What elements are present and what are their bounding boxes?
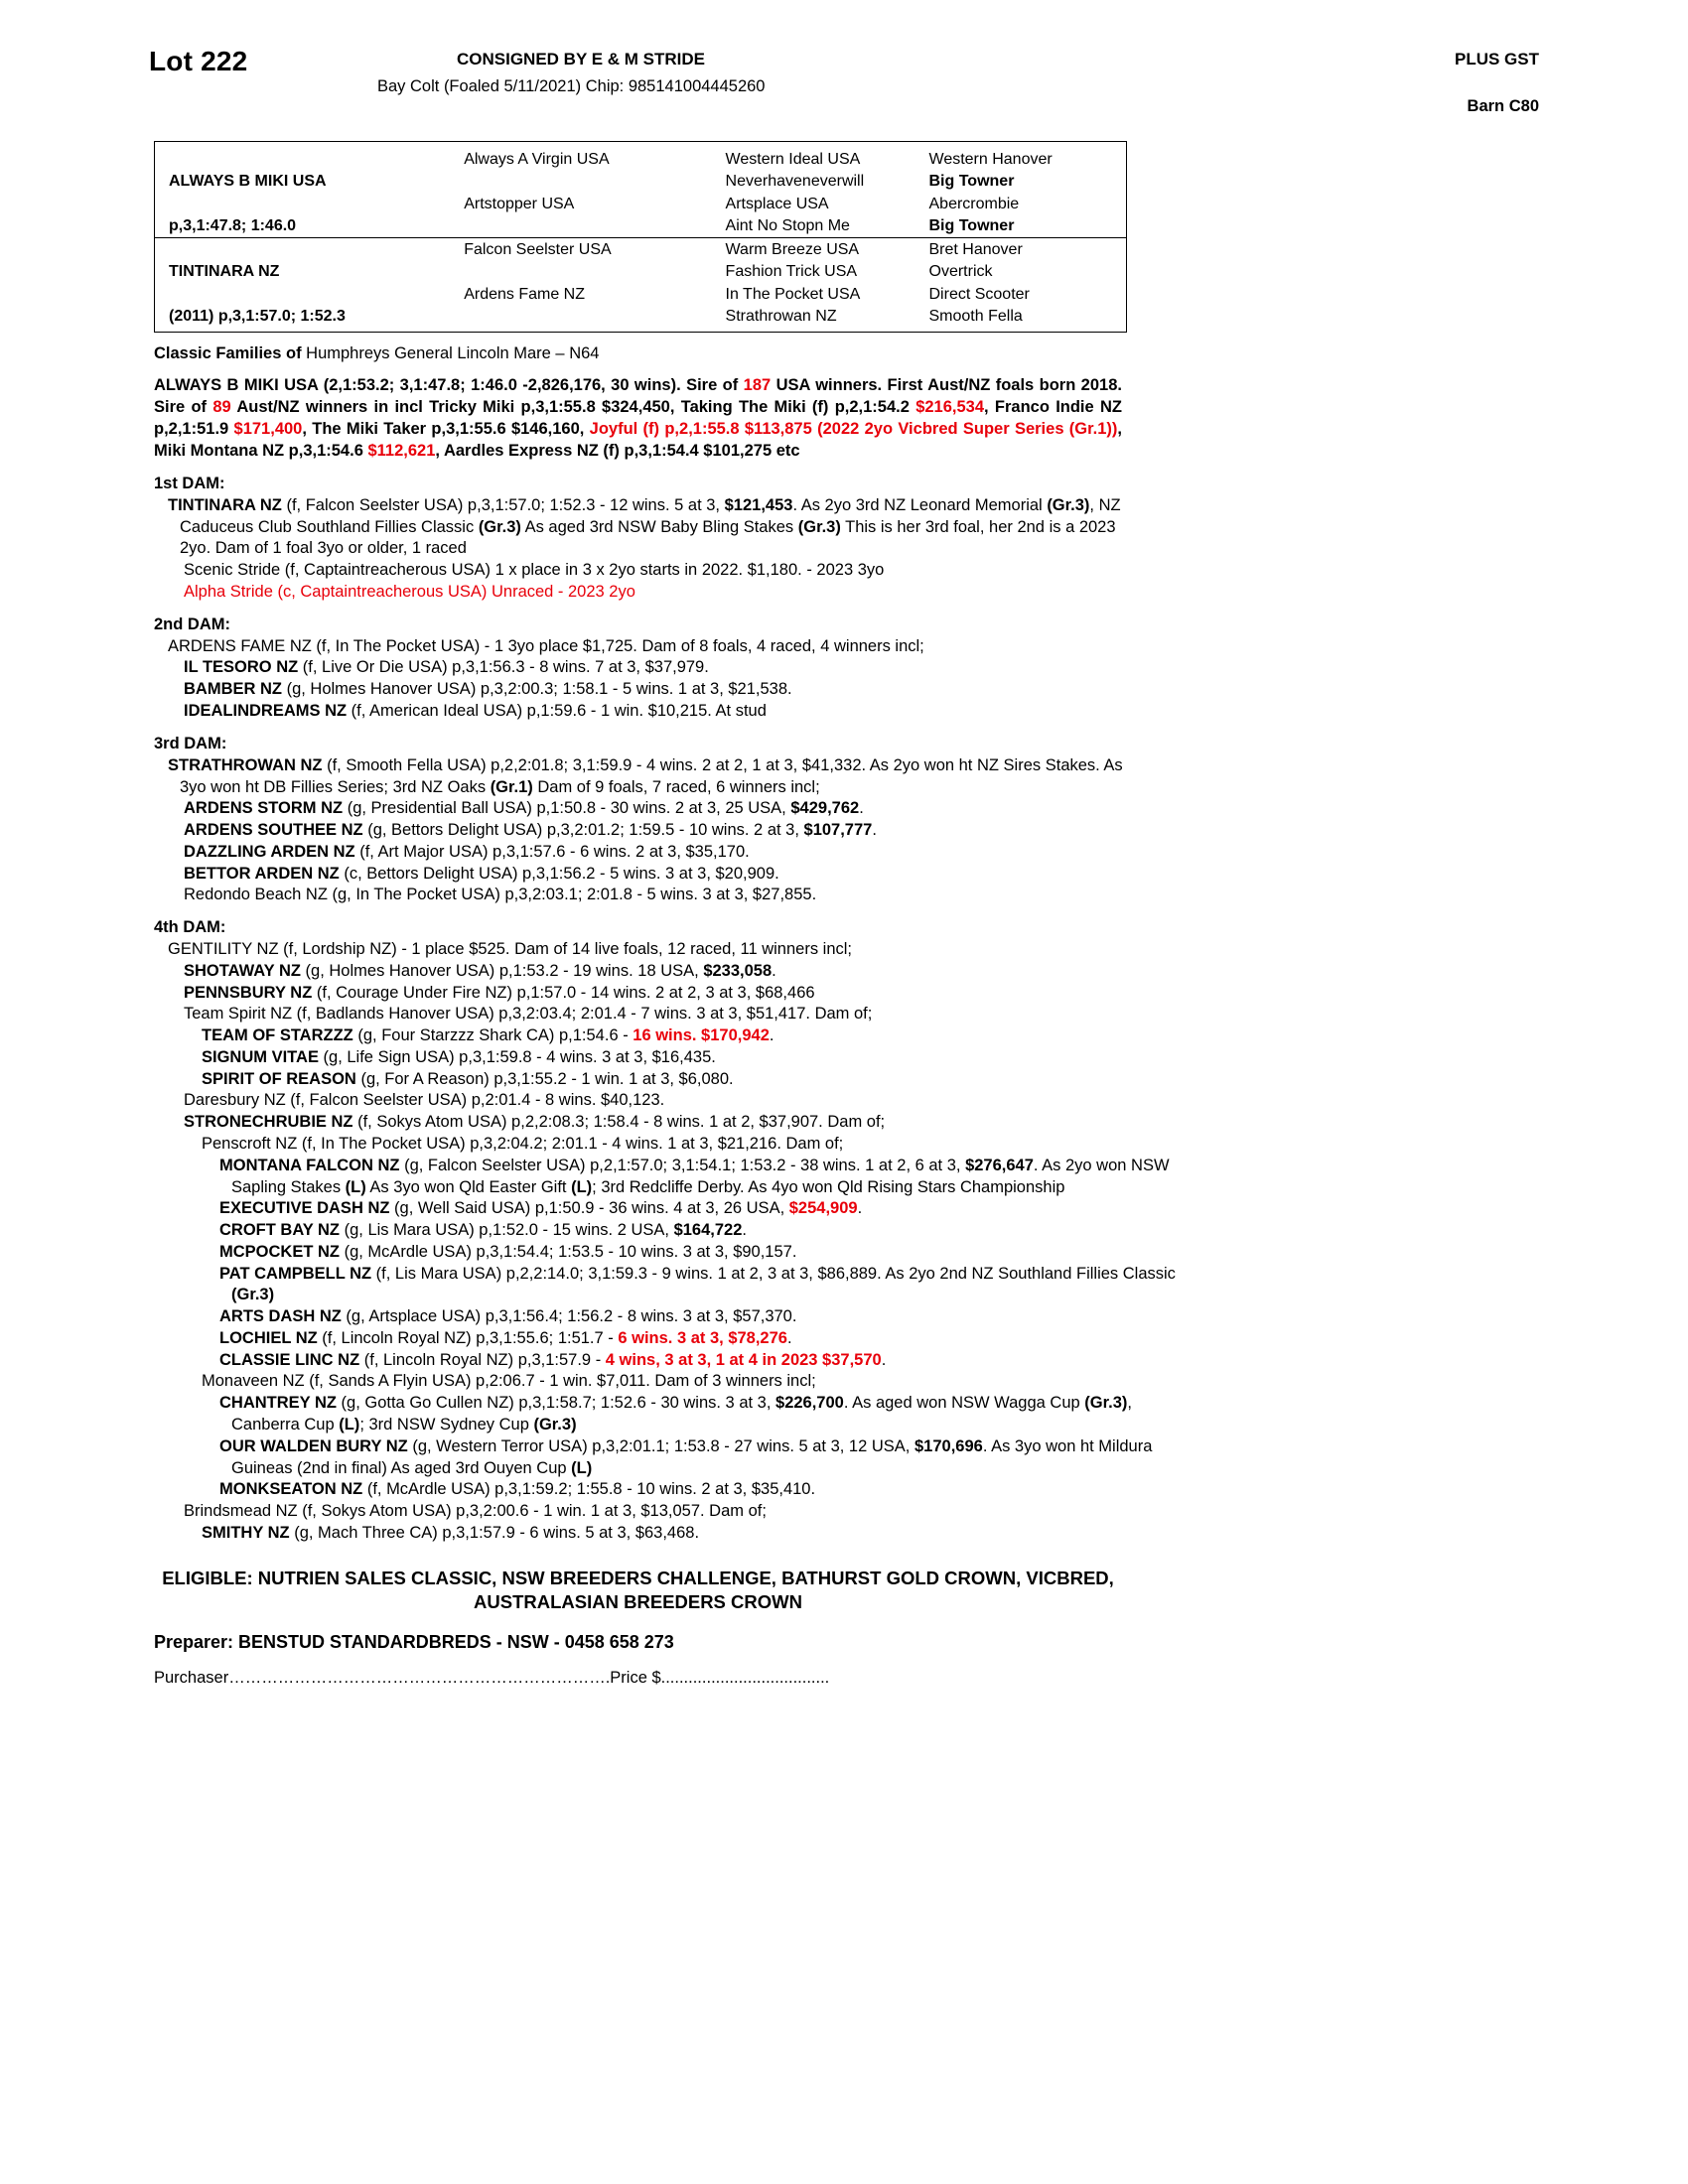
entry-text: This is her 3rd foal, her 2nd is a 2023 2yo. Dam of 1 foal 3yo or older, 1 raced — [180, 517, 1116, 558]
entry-name: $170,696 — [914, 1436, 983, 1455]
entry-highlight: Alpha Stride (c, Captaintreacherous USA) Unraced - 2023 2yo — [184, 582, 635, 601]
entry-name: (L) — [339, 1415, 360, 1433]
dam-section-heading: 3rd DAM: — [154, 734, 227, 752]
pedigree-entry — [219, 1306, 1199, 1328]
entry-text: (f, Live Or Die USA) p,3,1:56.3 - 8 wins. 7 at 3, $37,979. — [298, 658, 709, 677]
entry-text: (f, Lincoln Royal NZ) p,3,1:57.9 - — [359, 1350, 606, 1369]
sire-text: USA winners. First Aust/NZ foals born 2018. Sire of — [154, 376, 1122, 417]
entry-text: Redondo Beach NZ (g, In The Pocket USA) p,3,2:03.1; 2:01.8 - 5 wins. 3 at 3, $27,855. — [184, 886, 817, 904]
entry-text: ; 3rd Redcliffe Derby. As 4yo won Qld Rising Stars Championship — [592, 1177, 1065, 1196]
lot-number: Lot 222 — [149, 46, 248, 76]
sire-text: , Miki Montana NZ p,3,1:54.6 — [154, 420, 1122, 460]
entry-name: $276,647 — [965, 1156, 1034, 1174]
entry-text: (g, Gotta Go Cullen NZ) p,3,1:58.7; 1:52.6 - 30 wins. 3 at 3, — [336, 1394, 776, 1413]
entry-name: ARTS DASH NZ — [219, 1307, 342, 1326]
horse-description: Bay Colt (Foaled 5/11/2021) Chip: 985141004445260 — [377, 77, 766, 95]
entry-text: , NZ Caduceus Club Southland Fillies Classic — [180, 495, 1121, 536]
entry-text: (g, Lis Mara USA) p,1:52.0 - 15 wins. 2 USA, — [340, 1221, 674, 1240]
entry-name: (Gr.3) — [478, 517, 521, 536]
pedigree-entry — [219, 1156, 1199, 1199]
entry-name: SPIRIT OF REASON — [202, 1069, 356, 1088]
sire-text: , The Miki Taker p,3,1:55.6 $146,160, — [302, 420, 590, 438]
entry-text: . — [786, 1328, 792, 1347]
pedigree-row — [155, 215, 1126, 238]
pedigree-gen4: Big Towner — [928, 217, 1015, 235]
pedigree-entry — [184, 983, 1164, 1005]
pedigree-entry — [184, 961, 1164, 983]
entry-text: . — [772, 961, 776, 980]
pedigree-entry — [184, 842, 1164, 864]
dam-section-body — [154, 939, 1539, 1544]
entry-text: Daresbury NZ (f, Falcon Seelster USA) p,2:01.4 - 8 wins. $40,123. — [184, 1091, 665, 1110]
entry-name: CROFT BAY NZ — [219, 1221, 341, 1240]
entry-name: MCPOCKET NZ — [219, 1242, 340, 1261]
entry-text: (g, Falcon Seelster USA) p,2,1:57.0; 3,1:54.1; 1:53.2 - 38 wins. 1 at 2, 6 at 3, — [399, 1156, 966, 1174]
pedigree-entry — [184, 679, 1164, 701]
pedigree-gen4: Abercrombie — [928, 195, 1020, 212]
barn-label: Barn C80 — [1467, 97, 1539, 115]
pedigree-gen3: Aint No Stopn Me — [725, 217, 850, 235]
pedigree-entry — [168, 636, 1148, 658]
sire-highlight: 89 — [212, 398, 231, 417]
entry-text: . — [742, 1221, 747, 1240]
entry-text: Team Spirit NZ (f, Badlands Hanover USA) p,3,2:03.4; 2:01.4 - 7 wins. 3 at 3, $51,417. Dam of; — [184, 1005, 873, 1024]
sire-summary — [154, 375, 1122, 463]
sire-highlight: $171,400 — [233, 420, 303, 438]
entry-text: . As aged won NSW Wagga Cup — [843, 1394, 1085, 1413]
dam-record: (2011) p,3,1:57.0; 1:52.3 — [169, 308, 346, 326]
entry-text: . — [769, 1026, 774, 1045]
entry-name: ARDENS STORM NZ — [184, 799, 344, 818]
entry-name: BETTOR ARDEN NZ — [184, 864, 340, 883]
entry-name: (L) — [571, 1458, 593, 1477]
classic-families-label: Classic Families of — [154, 344, 307, 363]
sire-text: , Aardles Express NZ (f) p,3,1:54.4 $101,275 etc — [435, 441, 800, 460]
pedigree-entry — [168, 495, 1148, 560]
pedigree-cell-blank — [155, 193, 460, 215]
entry-text: (f, Courage Under Fire NZ) p,1:57.0 - 14 wins. 2 at 2, 3 at 3, $68,466 — [312, 983, 815, 1002]
entry-name: $107,777 — [803, 821, 873, 840]
entry-text: (g, Four Starzzz Shark CA) p,1:54.6 - — [352, 1026, 633, 1045]
pedigree-entry — [184, 798, 1164, 820]
sire-highlight: $112,621 — [367, 441, 436, 460]
entry-highlight: $254,909 — [788, 1199, 858, 1218]
entry-name: (L) — [571, 1177, 593, 1196]
pedigree-gen3: Artsplace USA — [725, 195, 829, 212]
pedigree-row — [155, 238, 1126, 261]
pedigree-entry — [202, 1025, 1182, 1047]
entry-text: . — [881, 1350, 887, 1369]
pedigree-entry — [184, 1090, 1164, 1112]
pedigree-gen4: Bret Hanover — [925, 238, 1127, 261]
entry-text: As 3yo won Qld Easter Gift — [365, 1177, 572, 1196]
entry-text: Brindsmead NZ (f, Sokys Atom USA) p,3,2:00.6 - 1 win. 1 at 3, $13,057. Dam of; — [184, 1502, 767, 1521]
pedigree-gen2 — [460, 306, 721, 329]
entry-text: ; 3rd NSW Sydney Cup — [359, 1415, 534, 1433]
pedigree-entry — [184, 1112, 1164, 1134]
pedigree-entry — [184, 885, 1164, 906]
entry-name: MONTANA FALCON NZ — [219, 1156, 400, 1174]
pedigree-gen2 — [460, 215, 721, 238]
pedigree-entry — [184, 820, 1164, 842]
entry-text: (g, Well Said USA) p,1:50.9 - 36 wins. 4 at 3, 26 USA, — [389, 1199, 789, 1218]
pedigree-gen4: Western Hanover — [928, 150, 1053, 168]
pedigree-gen3: Fashion Trick USA — [725, 263, 858, 281]
entry-name: MONKSEATON NZ — [219, 1480, 363, 1499]
sire-highlight: $216,534 — [915, 398, 985, 417]
pedigree-entry — [184, 1004, 1164, 1025]
dam-name: TINTINARA NZ — [169, 263, 280, 281]
pedigree-row — [155, 193, 1126, 215]
pedigree-gen3: Western Ideal USA — [725, 150, 861, 168]
entry-name: $233,058 — [703, 961, 773, 980]
pedigree-entry — [219, 1350, 1199, 1372]
pedigree-gen4: Big Towner — [928, 173, 1015, 191]
entry-text: (f, Lis Mara USA) p,2,2:14.0; 3,1:59.3 - 9 wins. 1 at 2, 3 at 3, $86,889. As 2yo 2nd NZ Southland Fillies Classic — [371, 1264, 1176, 1283]
dam-section-heading: 4th DAM: — [154, 918, 226, 937]
pedigree-row — [155, 261, 1126, 284]
pedigree-row — [155, 283, 1126, 306]
entry-text: (f, Falcon Seelster USA) p,3,1:57.0; 1:52.3 - 12 wins. 5 at 3, — [281, 495, 725, 514]
page-header — [149, 42, 1539, 127]
dam-section-body — [154, 495, 1539, 604]
entry-text: . — [859, 799, 864, 818]
pedigree-entry — [219, 1242, 1199, 1264]
entry-name: OUR WALDEN BURY NZ — [219, 1436, 408, 1455]
entry-text: (g, Presidential Ball USA) p,1:50.8 - 30 wins. 2 at 3, 25 USA, — [343, 799, 791, 818]
pedigree-gen4: Direct Scooter — [928, 285, 1030, 303]
classic-families-line — [154, 344, 1539, 363]
entry-name: (Gr.3) — [797, 517, 841, 536]
pedigree-entry — [202, 1134, 1182, 1156]
sire-text: ALWAYS B MIKI USA (2,1:53.2; 3,1:47.8; 1:46.0 -2,826,176, 30 wins). Sire of — [154, 376, 744, 395]
pedigree-entry — [168, 939, 1148, 961]
pedigree-gen2: Artstopper USA — [464, 195, 575, 212]
entry-text: Penscroft NZ (f, In The Pocket USA) p,3,2:04.2; 2:01.1 - 4 wins. 1 at 3, $21,216. Dam of; — [202, 1135, 844, 1154]
sire-text: Aust/NZ winners in incl Tricky Miki p,3,1:55.8 $324,450, Taking The Miki (f) p,2,1:54.2 — [230, 398, 916, 417]
entry-text: . As 2yo won NSW Sapling Stakes — [231, 1156, 1170, 1196]
classic-families-value: Humphreys General Lincoln Mare – N64 — [306, 344, 600, 363]
pedigree-row — [155, 171, 1126, 194]
entry-highlight: 16 wins. $170,942 — [633, 1026, 770, 1045]
entry-text: . As 3yo won ht Mildura Guineas (2nd in final) As aged 3rd Ouyen Cup — [231, 1436, 1153, 1477]
entry-text: GENTILITY NZ (f, Lordship NZ) - 1 place $525. Dam of 14 live foals, 12 raced, 11 winners incl; — [168, 940, 853, 959]
pedigree-cell-blank — [155, 238, 460, 261]
entry-highlight: 6 wins. 3 at 3, $78,276 — [618, 1328, 787, 1347]
entry-name: PENNSBURY NZ — [184, 983, 313, 1002]
pedigree-gen2 — [460, 171, 721, 194]
sire-record: p,3,1:47.8; 1:46.0 — [169, 217, 297, 235]
entry-text: . — [872, 821, 877, 840]
pedigree-sections — [149, 475, 1539, 1545]
pedigree-entry — [219, 1393, 1199, 1436]
pedigree-table — [154, 141, 1127, 333]
pedigree-entry — [168, 755, 1148, 799]
pedigree-gen4: Overtrick — [928, 263, 993, 281]
entry-text: (g, Artsplace USA) p,3,1:56.4; 1:56.2 - 8 wins. 3 at 3, $57,370. — [341, 1307, 797, 1326]
preparer-line: Preparer: BENSTUD STANDARDBREDS - NSW - 0458 658 273 — [154, 1631, 674, 1652]
entry-highlight: 4 wins, 3 at 3, 1 at 4 in 2023 $37,570 — [605, 1350, 882, 1369]
pedigree-gen2: Ardens Fame NZ — [464, 285, 585, 303]
sire-highlight: Joyful (f) p,2,1:55.8 $113,875 (2022 2yo Vicbred Super Series (Gr.1)) — [589, 420, 1118, 438]
entry-text: (g, Western Terror USA) p,3,2:01.1; 1:53.8 - 27 wins. 5 at 3, 12 USA, — [407, 1436, 914, 1455]
entry-name: LOCHIEL NZ — [219, 1328, 318, 1347]
pedigree-entry — [184, 657, 1164, 679]
entry-text: (c, Bettors Delight USA) p,3,1:56.2 - 5 wins. 3 at 3, $20,909. — [339, 864, 779, 883]
entry-name: TEAM OF STARZZZ — [202, 1026, 353, 1045]
entry-text: (g, Holmes Hanover USA) p,1:53.2 - 19 wins. 18 USA, — [300, 961, 704, 980]
entry-text: , Canberra Cup — [231, 1394, 1132, 1433]
pedigree-entry — [219, 1479, 1199, 1501]
sire-highlight: 187 — [743, 376, 772, 395]
pedigree-gen3: Neverhaveneverwill — [725, 173, 865, 191]
pedigree-cell-blank — [155, 283, 460, 306]
pedigree-entry — [219, 1198, 1199, 1220]
entry-text: (f, Smooth Fella USA) p,2,2:01.8; 3,1:59.9 - 4 wins. 2 at 2, 1 at 3, $41,332. As 2yo won ht NZ Sires Stakes. As 3yo won ht DB Fillies Series; 3rd NZ Oaks — [180, 755, 1123, 796]
entry-name: $429,762 — [790, 799, 860, 818]
entry-name: SHOTAWAY NZ — [184, 961, 301, 980]
entry-name: $121,453 — [724, 495, 793, 514]
entry-name: CHANTREY NZ — [219, 1394, 337, 1413]
pedigree-entry — [219, 1220, 1199, 1242]
plus-gst-label: PLUS GST — [1454, 50, 1539, 68]
entry-text: (f, Sokys Atom USA) p,2,2:08.3; 1:58.4 - 8 wins. 1 at 2, $37,907. Dam of; — [352, 1113, 886, 1132]
pedigree-entry — [184, 1501, 1164, 1523]
pedigree-entry — [219, 1436, 1199, 1480]
entry-text: Monaveen NZ (f, Sands A Flyin USA) p,2:06.7 - 1 win. $7,011. Dam of 3 winners incl; — [202, 1372, 816, 1391]
pedigree-entry — [184, 701, 1164, 723]
entry-name: (Gr.3) — [1084, 1394, 1128, 1413]
entry-name: SIGNUM VITAE — [202, 1047, 319, 1066]
consignor-label: CONSIGNED BY E & M STRIDE — [457, 50, 705, 68]
dam-section-body — [154, 755, 1539, 906]
pedigree-gen2 — [460, 261, 721, 284]
pedigree-gen3: Strathrowan NZ — [725, 308, 837, 326]
pedigree-row — [155, 306, 1126, 329]
entry-text: Dam of 9 foals, 7 raced, 6 winners incl; — [532, 777, 820, 796]
dam-section-heading: 1st DAM: — [154, 474, 225, 492]
sire-name: ALWAYS B MIKI USA — [169, 173, 327, 191]
pedigree-cell-blank — [155, 148, 460, 171]
pedigree-gen3: In The Pocket USA — [725, 285, 861, 303]
entry-text: (g, Holmes Hanover USA) p,3,2:00.3; 1:58.1 - 5 wins. 1 at 3, $21,538. — [282, 680, 792, 699]
entry-text: (g, Life Sign USA) p,3,1:59.8 - 4 wins. 3 at 3, $16,435. — [318, 1047, 716, 1066]
entry-text: Scenic Stride (f, Captaintreacherous USA) 1 x place in 3 x 2yo starts in 2022. $1,180. - 2023 3yo — [184, 561, 885, 580]
pedigree-entry — [202, 1069, 1182, 1091]
pedigree-gen4: Smooth Fella — [928, 308, 1023, 326]
pedigree-row — [155, 148, 1126, 171]
entry-name: IL TESORO NZ — [184, 658, 299, 677]
pedigree-entry — [184, 864, 1164, 886]
pedigree-gen2: Falcon Seelster USA — [460, 238, 721, 261]
entry-name: STRATHROWAN NZ — [168, 755, 323, 774]
entry-name: (Gr.3) — [533, 1415, 577, 1433]
entry-text: (f, Lincoln Royal NZ) p,3,1:55.6; 1:51.7 - — [317, 1328, 619, 1347]
pedigree-entry — [184, 582, 1164, 604]
pedigree-entry — [202, 1371, 1182, 1393]
pedigree-entry — [202, 1523, 1182, 1545]
entry-text: ARDENS FAME NZ (f, In The Pocket USA) - 1 3yo place $1,725. Dam of 8 foals, 4 raced, 4 winners incl; — [168, 636, 924, 655]
entry-text: (g, Bettors Delight USA) p,3,2:01.2; 1:59.5 - 10 wins. 2 at 3, — [362, 821, 804, 840]
entry-name: (L) — [345, 1177, 366, 1196]
entry-text: (g, For A Reason) p,3,1:55.2 - 1 win. 1 at 3, $6,080. — [355, 1069, 734, 1088]
pedigree-entry — [219, 1328, 1199, 1350]
pedigree-entry — [202, 1047, 1182, 1069]
pedigree-gen2: Always A Virgin USA — [464, 150, 610, 168]
entry-text: . — [857, 1199, 863, 1218]
entry-text: (f, Art Major USA) p,3,1:57.6 - 6 wins. 2 at 3, $35,170. — [354, 842, 750, 861]
entry-name: (Gr.1) — [490, 777, 533, 796]
entry-name: STRONECHRUBIE NZ — [184, 1113, 353, 1132]
pedigree-entry — [184, 560, 1164, 582]
entry-text: (f, McArdle USA) p,3,1:59.2; 1:55.8 - 10 wins. 2 at 3, $35,410. — [362, 1480, 816, 1499]
entry-name: (Gr.3) — [231, 1286, 275, 1304]
entry-text: As aged 3rd NSW Baby Bling Stakes — [520, 517, 798, 536]
dam-section-body — [154, 636, 1539, 723]
entry-name: SMITHY NZ — [202, 1523, 290, 1542]
entry-name: IDEALINDREAMS NZ — [184, 702, 348, 720]
entry-name: $226,700 — [775, 1394, 844, 1413]
entry-name: (Gr.3) — [1047, 495, 1090, 514]
entry-text: (g, McArdle USA) p,3,1:54.4; 1:53.5 - 10 wins. 3 at 3, $90,157. — [340, 1242, 797, 1261]
entry-name: CLASSIE LINC NZ — [219, 1350, 360, 1369]
sire-text: , Franco Indie NZ p,2,1:51.9 — [154, 398, 1122, 438]
pedigree-gen3: Warm Breeze USA — [722, 238, 925, 261]
entry-text: . As 2yo 3rd NZ Leonard Memorial — [792, 495, 1048, 514]
entry-name: $164,722 — [673, 1221, 743, 1240]
entry-name: ARDENS SOUTHEE NZ — [184, 821, 363, 840]
entry-text: (f, American Ideal USA) p,1:59.6 - 1 win. $10,215. At stud — [347, 702, 767, 720]
dam-section-heading: 2nd DAM: — [154, 614, 230, 633]
entry-name: DAZZLING ARDEN NZ — [184, 842, 355, 861]
purchaser-line: Purchaser…………………………………………………………….Price $..................................... — [154, 1668, 830, 1687]
pedigree-entry — [219, 1264, 1199, 1307]
entry-text: (g, Mach Three CA) p,3,1:57.9 - 6 wins. 5 at 3, $63,468. — [289, 1523, 700, 1542]
entry-name: EXECUTIVE DASH NZ — [219, 1199, 390, 1218]
entry-name: TINTINARA NZ — [168, 495, 282, 514]
eligibility-note: ELIGIBLE: NUTRIEN SALES CLASSIC, NSW BREEDERS CHALLENGE, BATHURST GOLD CROWN, VICBRED, AUSTRALASIAN BREEDERS CROWN — [162, 1567, 1114, 1612]
entry-name: BAMBER NZ — [184, 680, 282, 699]
entry-name: PAT CAMPBELL NZ — [219, 1264, 372, 1283]
